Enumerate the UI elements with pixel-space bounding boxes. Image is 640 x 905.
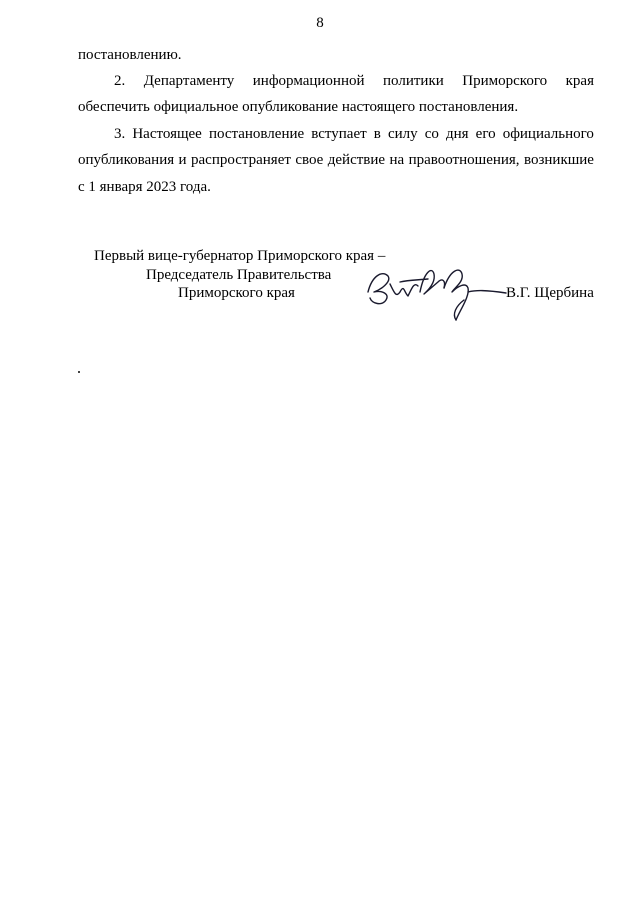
signatory-title-line-2: Председатель Правительства [146, 267, 332, 283]
word: политики [383, 73, 444, 89]
signatory-title-line-3: Приморского края [178, 285, 295, 301]
word: официального [502, 126, 594, 142]
word: и [178, 152, 187, 168]
word: опубликования [78, 152, 175, 168]
signatory-name: В.Г. Щербина [506, 285, 594, 301]
text-line: постановлению. [78, 47, 182, 63]
word: края [565, 73, 594, 89]
word: информационной [252, 73, 365, 89]
paragraph-3-line-2 [78, 151, 594, 169]
handwritten-signature [360, 262, 520, 324]
word: распространяет [191, 152, 291, 168]
word: постановление [208, 126, 305, 142]
word: Настоящее [132, 126, 202, 142]
word: правоотношения, [408, 152, 520, 168]
word: возникшие [523, 152, 594, 168]
word: на [389, 152, 405, 168]
paragraph-3-line-1 [114, 125, 594, 143]
word: силу [387, 126, 418, 142]
signatory-title-line-1: Первый вице-губернатор Приморского края – [94, 248, 386, 264]
word: действие [327, 152, 386, 168]
word: Департаменту [143, 73, 235, 89]
word: в [373, 126, 381, 142]
word: Приморского [462, 73, 548, 89]
paragraph-3-line-3: с 1 января 2023 года. [78, 179, 211, 195]
paragraph-2-line-2: обеспечить официальное опубликование настоящего постановления. [78, 99, 519, 115]
word: вступает [311, 126, 367, 142]
word: дня [446, 126, 469, 142]
word: 3. [114, 126, 126, 142]
word: со [424, 126, 439, 142]
scan-speck [78, 371, 80, 373]
word: его [475, 126, 496, 142]
word: свое [295, 152, 324, 168]
word: 2. [114, 73, 126, 89]
paragraph-2-line-1 [114, 72, 594, 90]
page-number: 8 [316, 15, 324, 31]
